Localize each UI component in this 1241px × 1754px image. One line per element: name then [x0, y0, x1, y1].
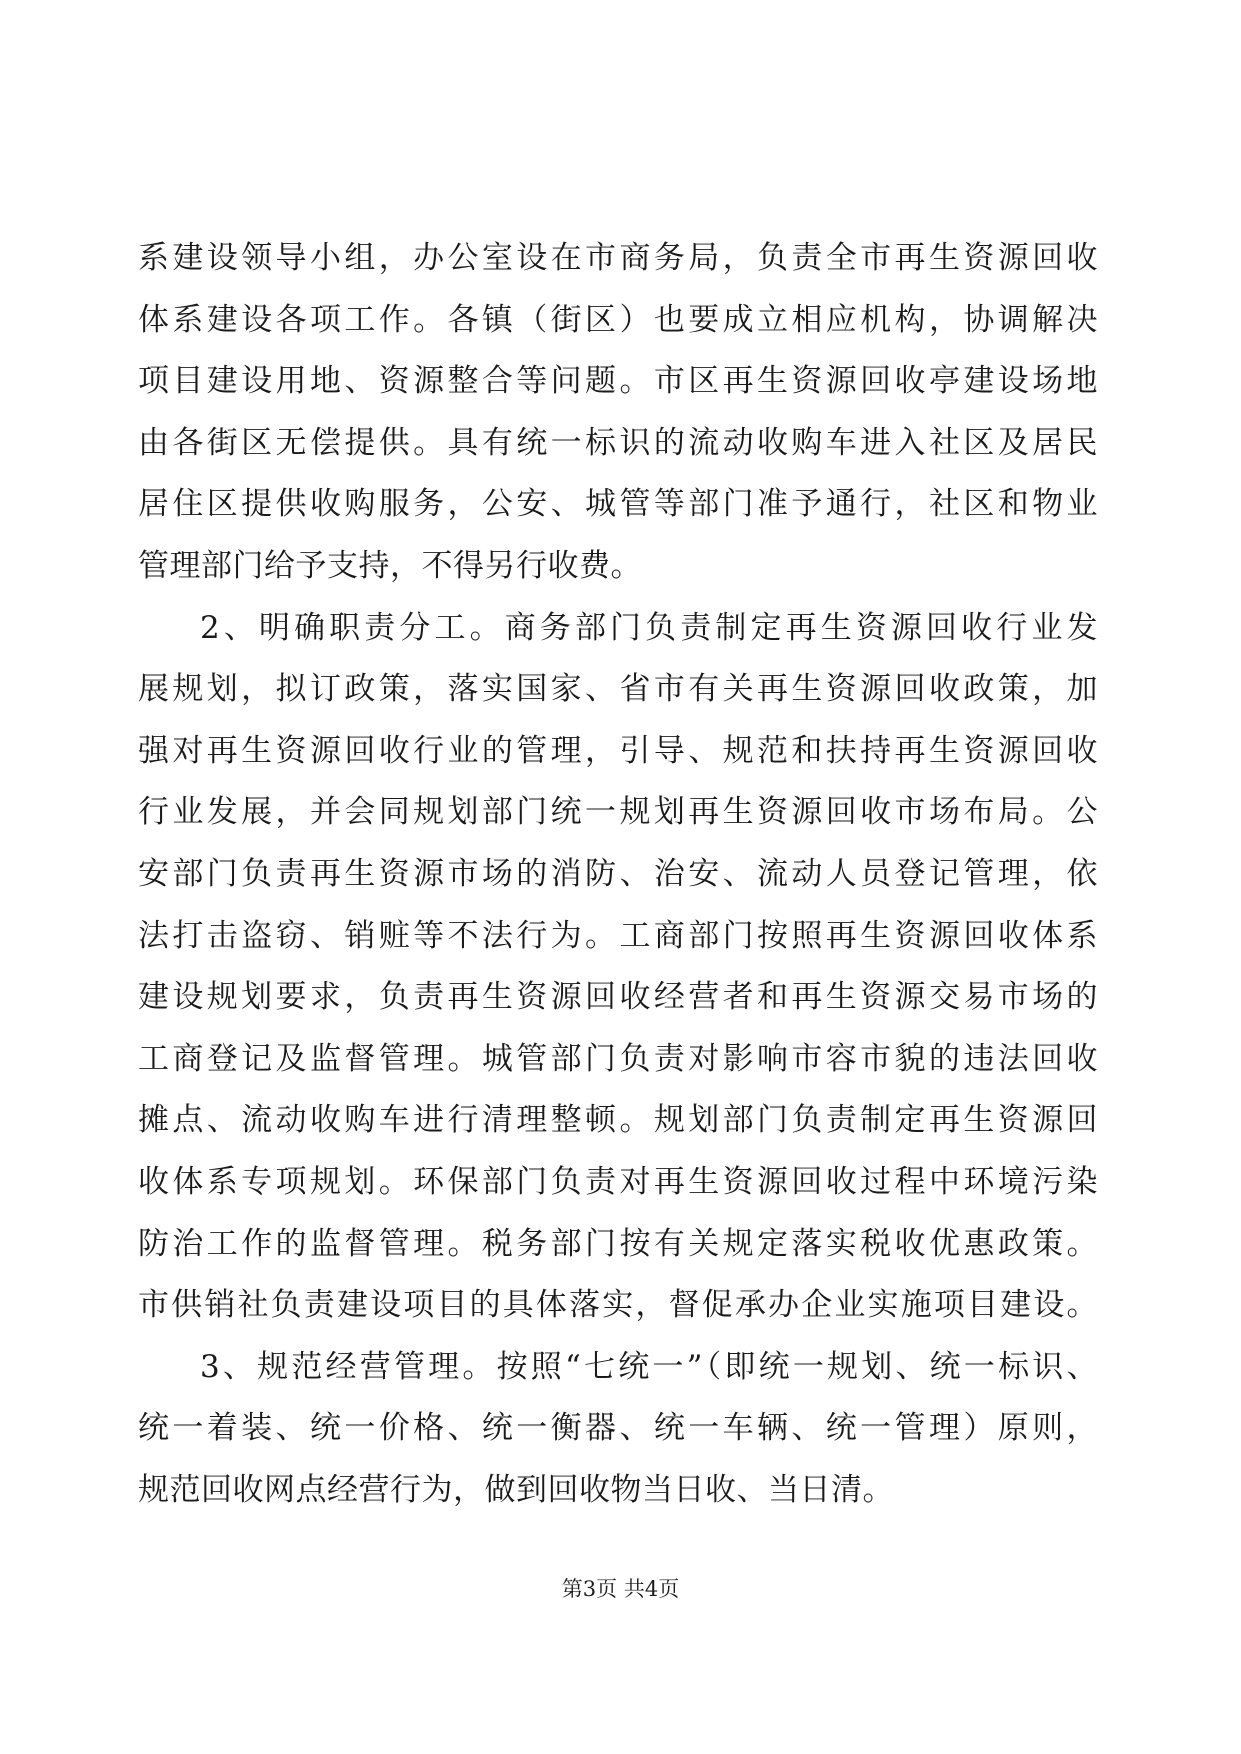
- paragraph-line: 法打击盗窃、销赃等不法行为。工商部门按照再生资源回收体系: [138, 917, 1098, 954]
- paragraph-line: 项目建设用地、资源整合等问题。市区再生资源回收亭建设场地: [138, 363, 1098, 400]
- paragraph-line: 摊点、流动收购车进行清理整顿。规划部门负责制定再生资源回: [138, 1102, 1098, 1139]
- paragraph-line: 系建设领导小组，办公室设在市商务局，负责全市再生资源回收: [138, 240, 1098, 276]
- paragraph-line: 安部门负责再生资源市场的消防、治安、流动人员登记管理，依: [138, 855, 1098, 892]
- paragraph-line: 由各街区无偿提供。具有统一标识的流动收购车进入社区及居民: [138, 424, 1098, 461]
- paragraph-line: 统一着装、统一价格、统一衡器、统一车辆、统一管理）原则，: [138, 1410, 1098, 1447]
- paragraph-line: 规范回收网点经营行为，做到回收物当日收、当日清。: [138, 1471, 894, 1508]
- document-body: [138, 228, 1098, 1521]
- paragraph-line: 强对再生资源回收行业的管理，引导、规范和扶持再生资源回收: [138, 732, 1098, 769]
- paragraph-line: 建设规划要求，负责再生资源回收经营者和再生资源交易市场的: [138, 979, 1098, 1016]
- paragraph-line: 行业发展，并会同规划部门统一规划再生资源回收市场布局。公: [138, 794, 1098, 831]
- paragraph-line: 居住区提供收购服务，公安、城管等部门准予通行，社区和物业: [138, 486, 1098, 523]
- paragraph-line: 展规划，拟订政策，落实国家、省市有关再生资源回收政策，加: [138, 671, 1098, 708]
- page-number-footer: 第3页 共4页: [561, 1577, 680, 1601]
- paragraph-line: 防治工作的监督管理。税务部门按有关规定落实税收优惠政策。: [138, 1225, 1098, 1262]
- paragraph-line: 工商登记及监督管理。城管部门负责对影响市容市貌的违法回收: [138, 1040, 1098, 1077]
- paragraph-line: 3、规范经营管理。按照“七统一”（即统一规划、统一标识、: [200, 1348, 1098, 1385]
- paragraph-line: 2、明确职责分工。商务部门负责制定再生资源回收行业发: [200, 609, 1098, 646]
- paragraph-line: 体系建设各项工作。各镇（街区）也要成立相应机构，协调解决: [138, 301, 1098, 338]
- paragraph-line: 市供销社负责建设项目的具体落实，督促承办企业实施项目建设。: [138, 1287, 1098, 1324]
- paragraph-line: 收体系专项规划。环保部门负责对再生资源回收过程中环境污染: [138, 1163, 1098, 1200]
- paragraph-line: 管理部门给予支持，不得另行收费。: [138, 547, 642, 584]
